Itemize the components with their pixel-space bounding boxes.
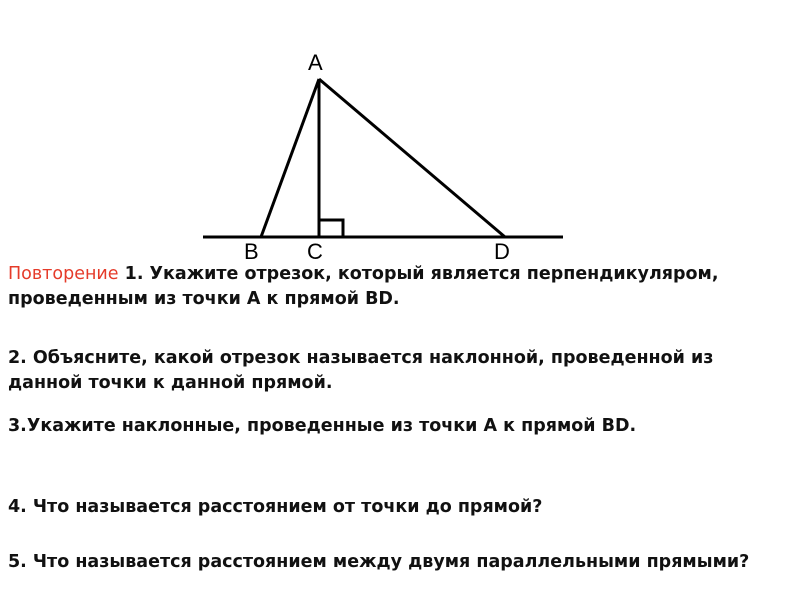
segment-ad [319, 79, 505, 237]
question-5: 5. Что называется расстоянием между двумя параллельными прямыми? [8, 552, 750, 572]
triangle-diagram [0, 0, 800, 270]
point-label-b: B [244, 239, 259, 264]
question-2: 2. Объясните, какой отрезок называется наклонной, проведенной из данной точки к данной прямой. [8, 348, 714, 393]
point-label-c: C [307, 239, 323, 264]
point-label-d: D [494, 239, 510, 264]
question-4: 4. Что называется расстоянием от точки до прямой? [8, 497, 543, 517]
right-angle-mark [319, 220, 343, 237]
question-3: 3.Укажите наклонные, проведенные из точки А к прямой BD. [8, 416, 637, 436]
review-label: Повторение [8, 264, 119, 284]
point-label-a: A [308, 50, 323, 75]
question-1 [8, 262, 788, 312]
segment-ab [261, 79, 319, 237]
question-1-text: 1. Укажите отрезок, который является перпендикуляром, проведенным из точки А к прямой BD. [8, 264, 719, 309]
